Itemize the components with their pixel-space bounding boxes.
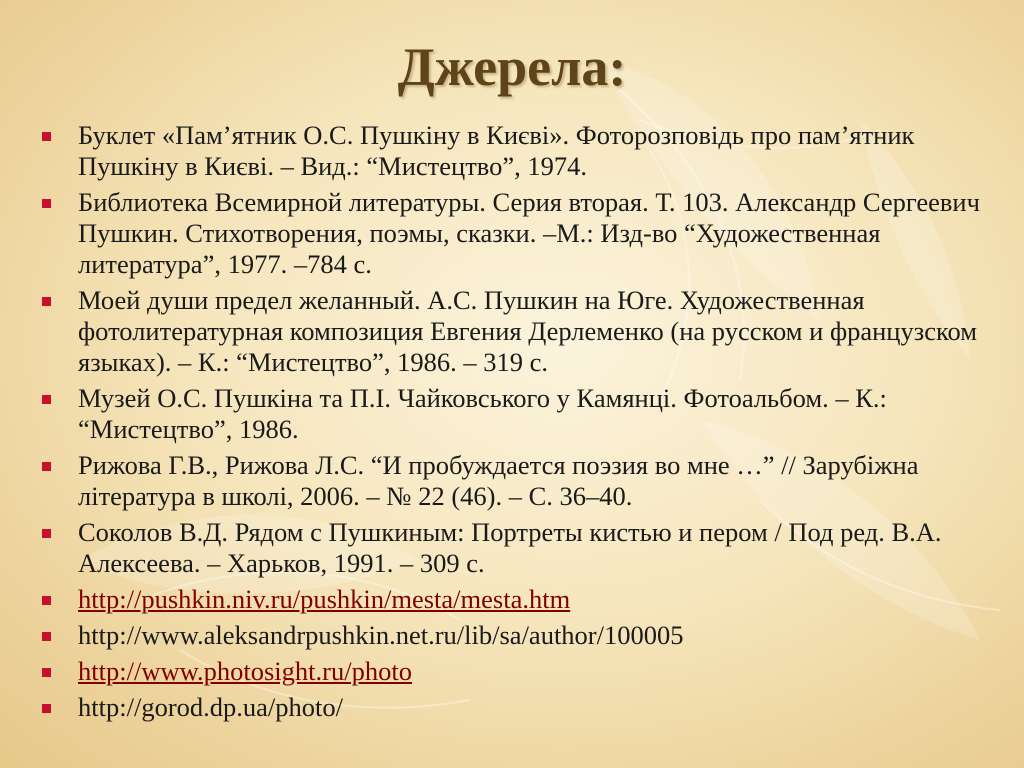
reference-item (40, 620, 1000, 651)
reference-item[interactable] (40, 656, 1000, 687)
reference-text: Буклет «Пам’ятник О.С. Пушкіну в Києві». Фоторозповідь про пам’ятник Пушкіну в Києві. – Вид.: “Мистецтво”, 1974. (78, 120, 915, 181)
square-bullet-icon (42, 704, 51, 713)
page-title: Джерела: (397, 37, 627, 97)
reference-item (40, 692, 1000, 723)
reference-text: Библиотека Всемирной литературы. Серия вторая. Т. 103. Александр Сергеевич Пушкин. Стихотворения, поэмы, сказки. –М.: Изд-во “Художественная литература”, 1977. –784 с. (78, 187, 980, 279)
square-bullet-icon (42, 297, 51, 306)
square-bullet-icon (42, 596, 51, 605)
reference-list (40, 120, 1000, 728)
square-bullet-icon (42, 529, 51, 538)
reference-text: Рижова Г.В., Рижова Л.С. “И пробуждается поэзия во мне …” // Зарубіжна література в школі, 2006. – № 22 (46). – С. 36–40. (78, 450, 919, 511)
reference-link[interactable]: http://pushkin.niv.ru/pushkin/mesta/mesta.htm (78, 584, 571, 614)
square-bullet-icon (42, 632, 51, 641)
reference-item[interactable] (40, 584, 1000, 615)
square-bullet-icon (42, 462, 51, 471)
square-bullet-icon (42, 132, 51, 141)
reference-text: http://gorod.dp.ua/photo/ (78, 692, 343, 722)
reference-text: Музей О.С. Пушкіна та П.І. Чайковського у Камянці. Фотоальбом. – К.: “Мистецтво”, 1986. (78, 383, 887, 444)
reference-item (40, 187, 1000, 280)
reference-item (40, 383, 1000, 445)
reference-text: Соколов В.Д. Рядом с Пушкиным: Портреты кистью и пером / Под ред. В.А. Алексеева. – Харьков, 1991. – 309 с. (78, 517, 942, 578)
reference-item (40, 285, 1000, 378)
reference-text: http://www.aleksandrpushkin.net.ru/lib/sa/author/100005 (78, 620, 684, 650)
square-bullet-icon (42, 395, 51, 404)
reference-item (40, 517, 1000, 579)
reference-item (40, 450, 1000, 512)
reference-link[interactable]: http://www.photosight.ru/photo (78, 656, 412, 686)
square-bullet-icon (42, 668, 51, 677)
reference-item (40, 120, 1000, 182)
reference-text: Моей души предел желанный. А.С. Пушкин на Юге. Художественная фотолитературная композиция Евгения Дерлеменко (на русском и французском языках). – К.: “Мистецтво”, 1986. – 319 с. (78, 285, 978, 377)
square-bullet-icon (42, 199, 51, 208)
